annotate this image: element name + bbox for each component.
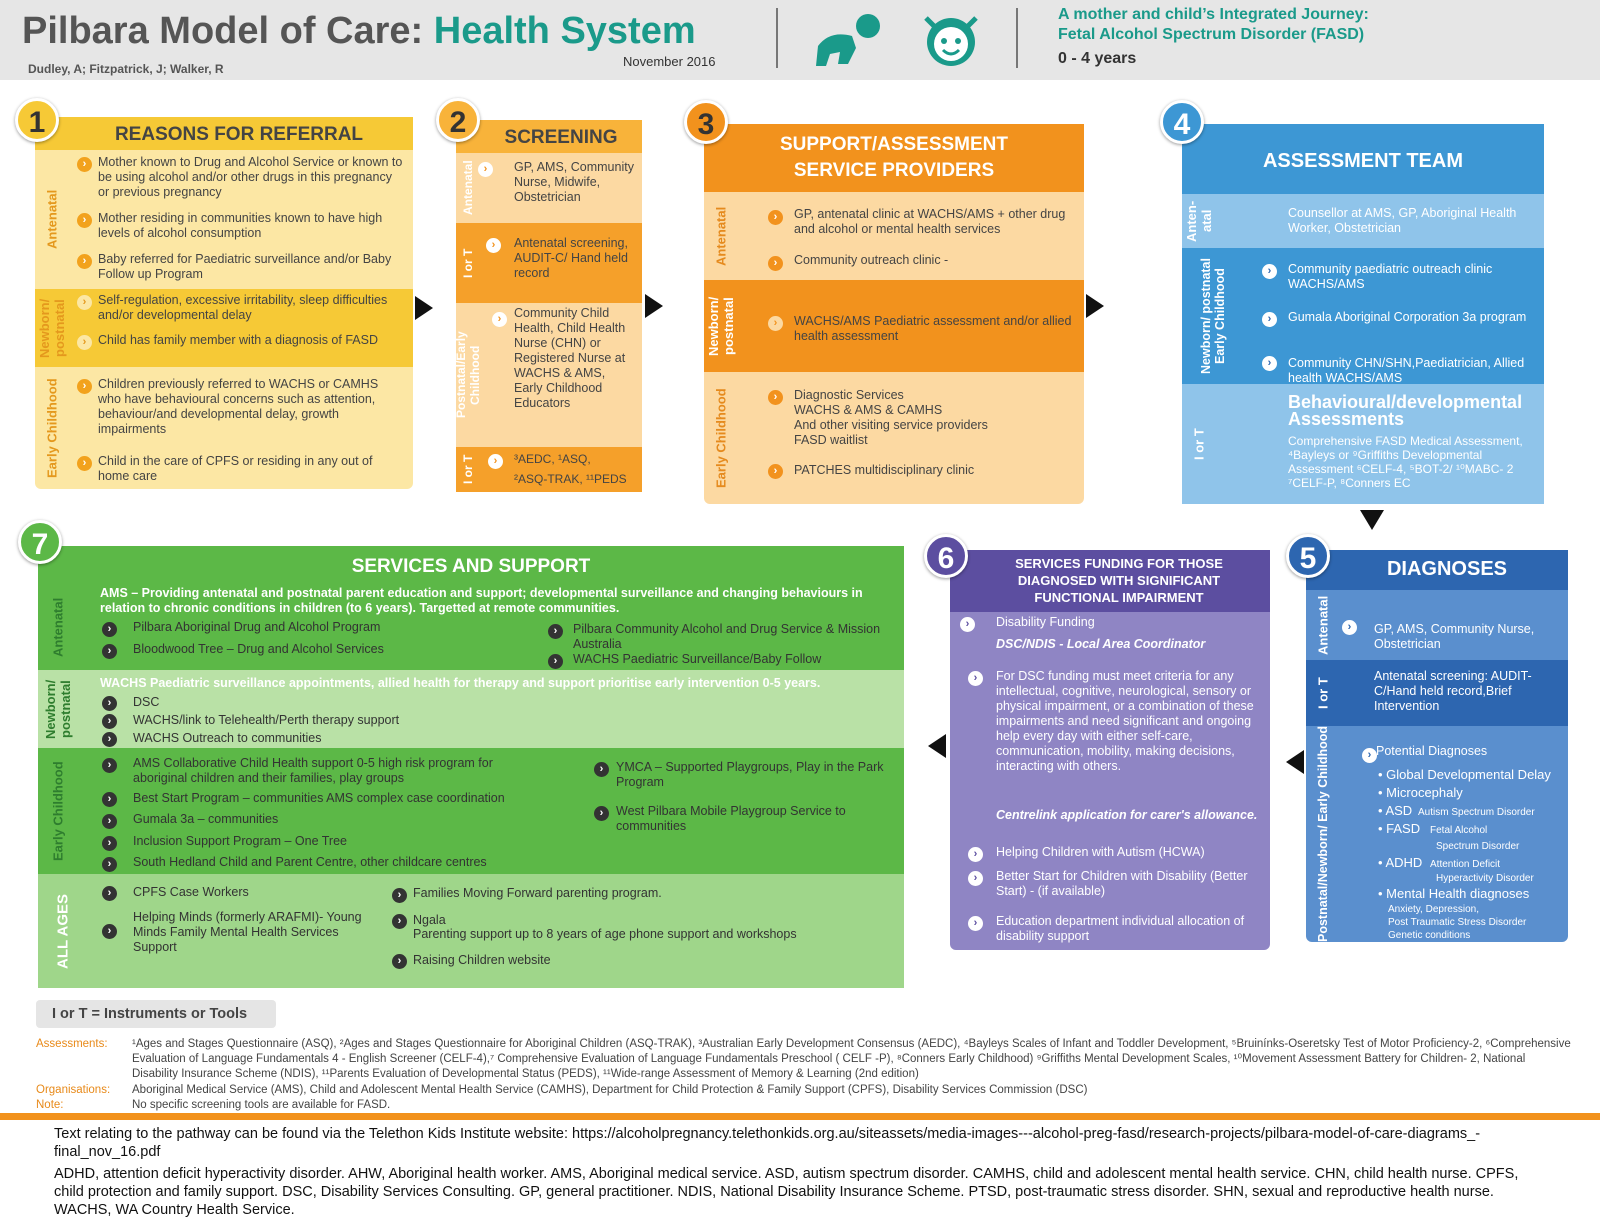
chevron-icon: › bbox=[77, 295, 92, 310]
list-item: Community Child Health, Child Health Nurse (CHN) or Registered Nurse at WACHS & AMS, Early Childhood Educators bbox=[514, 306, 626, 410]
arrow-left-icon bbox=[1286, 750, 1304, 774]
chevron-icon: › bbox=[392, 888, 407, 903]
list-item: ²ASQ-TRAK, ¹¹PEDS bbox=[514, 472, 627, 486]
crawling-baby-icon bbox=[812, 12, 884, 68]
step-number: 6 bbox=[924, 534, 968, 578]
journey-subtitle: Fetal Alcohol Spectrum Disorder (FASD) bbox=[1058, 26, 1365, 43]
box-reasons-for-referral bbox=[35, 117, 413, 489]
list-item: Self-regulation, excessive irritability, sleep difficulties and/or developmental delay bbox=[98, 293, 388, 322]
side-label: Newborn/ postnatal bbox=[43, 679, 73, 739]
list-item: Community paediatric outreach clinic WACHS/AMS bbox=[1288, 262, 1493, 291]
list-item: Baby referred for Paediatric surveillance and/or Baby Follow up Program bbox=[98, 252, 392, 281]
diagnosis-item: • ASD bbox=[1378, 803, 1413, 818]
list-item: And other visiting service providers bbox=[794, 418, 988, 432]
list-item: FASD waitlist bbox=[794, 433, 868, 447]
box-support-assessment-providers bbox=[704, 124, 1084, 504]
chevron-icon: › bbox=[492, 312, 507, 327]
list-item: Education department individual allocation of disability support bbox=[996, 914, 1245, 943]
list-item: WACHS & AMS & CAMHS bbox=[794, 403, 943, 417]
diagnosis-note: Anxiety, Depression, bbox=[1388, 904, 1479, 915]
list-item: Helping Children with Autism (HCWA) bbox=[996, 845, 1205, 859]
diagnosis-item: • Microcephaly bbox=[1378, 785, 1463, 800]
chevron-icon: › bbox=[102, 814, 117, 829]
side-label: Antenatal bbox=[461, 160, 475, 216]
chevron-icon: › bbox=[768, 464, 783, 479]
chevron-icon: › bbox=[968, 671, 983, 686]
chevron-icon: › bbox=[968, 916, 983, 931]
chevron-icon: › bbox=[77, 379, 92, 394]
box3-title: SERVICE PROVIDERS bbox=[793, 160, 995, 181]
side-label: I or T bbox=[1315, 677, 1331, 709]
list-item: Pilbara Community Alcohol and Drug Service & Mission Australia bbox=[573, 622, 881, 651]
box4-title: ASSESSMENT TEAM bbox=[1262, 150, 1464, 172]
list-item: Parenting support up to 8 years of age phone support and workshops bbox=[413, 927, 797, 941]
box2-title: SCREENING bbox=[504, 127, 618, 148]
list-item: Antenatal screening, AUDIT-C/ Hand held record bbox=[514, 236, 628, 280]
chevron-icon: › bbox=[77, 335, 92, 350]
side-label: Antenatal bbox=[50, 597, 66, 657]
list-item: Families Moving Forward parenting program. bbox=[413, 886, 662, 900]
list-item: WACHS/AMS Paediatric assessment and/or allied health assessment bbox=[794, 314, 1072, 343]
side-label: Antenatal bbox=[713, 206, 729, 266]
list-item: West Pilbara Mobile Playgroup Service to communities bbox=[616, 804, 846, 833]
diagnosis-note: Spectrum Disorder bbox=[1436, 841, 1520, 852]
chevron-icon: › bbox=[102, 886, 117, 901]
diagnosis-item: • Mental Health diagnoses bbox=[1378, 886, 1530, 901]
list-item: Community CHN/SHN,Paediatrician, Allied health WACHS/AMS bbox=[1288, 356, 1525, 385]
list-item: WACHS Paediatric Surveillance/Baby Follow bbox=[573, 652, 822, 666]
chevron-icon: › bbox=[392, 914, 407, 929]
box-assessment-team bbox=[1182, 124, 1544, 504]
list-item: Community outreach clinic - bbox=[794, 253, 949, 267]
behaviour-assessment-title: Behavioural/developmental Assessments bbox=[1288, 392, 1523, 429]
date: November 2016 bbox=[623, 54, 716, 69]
side-label: Early Childhood bbox=[44, 378, 60, 478]
legend-text: Aboriginal Medical Service (AMS), Child and Adolescent Mental Health Service (CAMHS), Department for Child Protection & Family Support (CPFS), Disability Services Commission (DSC) bbox=[132, 1084, 1088, 1096]
step-number: 7 bbox=[18, 520, 62, 564]
list-item: Child in the care of CPFS or residing in any out of home care bbox=[98, 454, 373, 483]
side-label: Newborn/ postnatal Early Childhood bbox=[1199, 258, 1227, 374]
orange-rule bbox=[0, 1113, 1600, 1120]
list-item: Helping Minds (formerly ARAFMI)- Young Minds Family Mental Health Services Support bbox=[133, 910, 362, 954]
list-item: Mother residing in communities known to have high levels of alcohol consumption bbox=[98, 211, 383, 240]
chevron-icon: › bbox=[102, 696, 117, 711]
list-item: Potential Diagnoses bbox=[1376, 744, 1488, 758]
behaviour-assessment-tools: Comprehensive FASD Medical Assessment, ⁴Bayleys or ⁹Griffiths Developmental Assessment ⁶CELF-4, ⁵BOT-2/ ¹⁰MABC- 2 ⁷CELF-P, ⁸Conners EC bbox=[1288, 434, 1523, 490]
list-item: Children previously referred to WACHS or CAMHS who have behavioural concerns such as attention, behaviour/and developmental delay, growth impairments bbox=[98, 377, 379, 436]
chevron-icon: › bbox=[102, 792, 117, 807]
baby-face-icon bbox=[918, 10, 984, 70]
side-label: Early Childhood bbox=[713, 388, 729, 488]
list-item: Mother known to Drug and Alcohol Service or known to be using alcohol and/or other drugs in this pregnancy or previous pregnancy bbox=[98, 155, 403, 199]
chevron-icon: › bbox=[1262, 356, 1277, 371]
list-item: Diagnostic Services bbox=[794, 388, 904, 402]
page-title: Pilbara Model of Care: Health System bbox=[22, 10, 696, 52]
side-label: Postnatal/Newborn/ Early Childhood bbox=[1316, 726, 1330, 942]
list-item: Pilbara Aboriginal Drug and Alcohol Program bbox=[133, 620, 381, 634]
legend-text: ¹Ages and Stages Questionnaire (ASQ), ²Ages and Stages Questionnaire for Aboriginal Children (ASQ-TRAK), ³Australian Early Development Consensus (AEDC), ⁴Bayleys Scales of Infant and Toddler Development, ⁵Bruinínks-Oseretsky Test of Motor Proficiency-2, ⁶Comprehensive Evaluation of Language Fundamentals 4 - English Screener (CELF-4),⁷ Comprehensive Evaluation of Language Fundamentals Preschool ( CELF -P), ⁸Conners Early Childhood) ⁹Griffiths Mental Development Scales, ¹⁰Movement Assessment Battery for Children- 2, National Disability Insurance Scheme (NDIS), ¹¹Parents Evaluation of Developmental Status (PEDS), ¹¹Wide-range Assessment of Memory & Learning (2nd edition) bbox=[132, 1038, 1571, 1080]
legend-label: Organisations: bbox=[36, 1084, 111, 1096]
box-diagnoses bbox=[1306, 550, 1568, 942]
box7-title: SERVICES AND SUPPORT bbox=[351, 556, 591, 577]
chevron-icon: › bbox=[102, 622, 117, 637]
side-label: Newborn/ postnatal bbox=[37, 298, 67, 358]
chevron-icon: › bbox=[102, 857, 117, 872]
list-item: Antenatal screening: AUDIT-C/Hand held record,Brief Intervention bbox=[1374, 669, 1532, 713]
chevron-icon: › bbox=[102, 732, 117, 747]
list-item: Centrelink application for carer's allowance. bbox=[996, 808, 1258, 822]
diagnosis-item: • ADHD bbox=[1378, 855, 1423, 870]
abbreviations-text: ADHD, attention deficit hyperactivity disorder. AHW, Aboriginal health worker. AMS, Aboriginal medical service. ASD, autism spectrum disorder. CAMHS, child and adolescent mental health service. CHN, child health nurse. CPFS, child protection and family support. DSC, Disability Services Consulting. GP, general practitioner. NDIS, National Disability Insurance Scheme. PTSD, post-traumatic stress disorder. SHN, sexual and reproductive health nurse. WACHS, WA Country Health Service. bbox=[54, 1166, 1519, 1218]
diagnosis-note: Attention Deficit bbox=[1430, 859, 1501, 870]
chevron-icon: › bbox=[102, 836, 117, 851]
box1-title: REASONS FOR REFERRAL bbox=[114, 124, 364, 145]
chevron-icon: › bbox=[594, 806, 609, 821]
chevron-icon: › bbox=[960, 617, 975, 632]
diagnosis-item: • FASD bbox=[1378, 821, 1421, 836]
list-item: DSC/NDIS - Local Area Coordinator bbox=[996, 637, 1206, 651]
side-label: Antenatal bbox=[44, 189, 60, 250]
chevron-icon: › bbox=[77, 254, 92, 269]
chevron-icon: › bbox=[77, 157, 92, 172]
age-range: 0 - 4 years bbox=[1058, 50, 1137, 67]
side-label: Anten-atal bbox=[1184, 200, 1214, 242]
list-item: ³AEDC, ¹ASQ, bbox=[514, 452, 591, 466]
chevron-icon: › bbox=[102, 644, 117, 659]
chevron-icon: › bbox=[77, 213, 92, 228]
legend-label: Note: bbox=[36, 1099, 64, 1111]
box3-title: SUPPORT/ASSESSMENT bbox=[779, 134, 1009, 155]
chevron-icon: › bbox=[1262, 312, 1277, 327]
list-item: Raising Children website bbox=[413, 953, 551, 967]
box6-title: SERVICES FUNDING FOR THOSE bbox=[1015, 556, 1223, 571]
chevron-icon: › bbox=[768, 256, 783, 271]
box6-title: FUNCTIONAL IMPAIRMENT bbox=[1034, 590, 1204, 605]
box5-title: DIAGNOSES bbox=[1386, 558, 1508, 580]
box-services-and-support bbox=[38, 546, 904, 988]
list-item: WACHS/link to Telehealth/Perth therapy support bbox=[133, 713, 400, 727]
diagnosis-note: Genetic conditions bbox=[1388, 930, 1471, 941]
list-item: Child has family member with a diagnosis of FASD bbox=[98, 333, 378, 347]
side-label: I or T bbox=[461, 248, 475, 278]
list-item: Gumala Aboriginal Corporation 3a program bbox=[1288, 310, 1527, 324]
list-item: GP, antenatal clinic at WACHS/AMS + other drug and alcohol or mental health services bbox=[794, 207, 1066, 236]
ams-summary: AMS – Providing antenatal and postnatal parent education and support; developmental surveillance and changing behaviours in relation to chronic conditions in children (to 6 years). Targetted at remote communities. bbox=[100, 586, 863, 615]
divider bbox=[776, 8, 778, 68]
arrow-right-icon bbox=[415, 296, 433, 320]
chevron-icon: › bbox=[102, 714, 117, 729]
list-item: South Hedland Child and Parent Centre, other childcare centres bbox=[133, 855, 487, 869]
list-item: Counsellor at AMS, GP, Aboriginal Health Worker, Obstetrician bbox=[1288, 206, 1517, 235]
box-screening bbox=[456, 120, 642, 492]
step-number: 1 bbox=[15, 98, 59, 142]
chevron-icon: › bbox=[548, 654, 563, 669]
side-label: ALL AGES bbox=[54, 893, 72, 969]
chevron-icon: › bbox=[392, 954, 407, 969]
chevron-icon: › bbox=[77, 456, 92, 471]
authors: Dudley, A; Fitzpatrick, J; Walker, R bbox=[28, 62, 224, 76]
chevron-icon: › bbox=[102, 924, 117, 939]
legend-label: Assessments: bbox=[36, 1038, 108, 1050]
chevron-icon: › bbox=[478, 162, 493, 177]
chevron-icon: › bbox=[968, 871, 983, 886]
diagnosis-note: Fetal Alcohol bbox=[1430, 825, 1488, 836]
arrow-right-icon bbox=[1086, 294, 1104, 318]
side-label: Antenatal bbox=[1315, 595, 1331, 655]
list-item: Ngala bbox=[413, 913, 446, 927]
list-item: AMS Collaborative Child Health support 0-5 high risk program for aboriginal children and their families, play groups bbox=[133, 756, 493, 785]
list-item: Best Start Program – communities AMS complex case coordination bbox=[133, 791, 505, 805]
list-item: Bloodwood Tree – Drug and Alcohol Services bbox=[133, 642, 384, 656]
list-item: CPFS Case Workers bbox=[133, 885, 249, 899]
chevron-icon: › bbox=[968, 847, 983, 862]
chevron-icon: › bbox=[102, 758, 117, 773]
list-item: For DSC funding must meet criteria for any intellectual, cognitive, neurological, sensory or physical impairment, or a combination of these impairments and need significant and ongoing help every day with either self-care, communication, mobility, making decisions, interacting with others. bbox=[996, 669, 1254, 773]
chevron-icon: › bbox=[486, 238, 501, 253]
diagnosis-note: Post Traumatic Stress Disorder bbox=[1388, 917, 1527, 928]
box-services-funding bbox=[950, 550, 1270, 950]
diagnosis-note: Autism Spectrum Disorder bbox=[1418, 807, 1535, 818]
side-label: Postnatal/Early Childhood bbox=[454, 331, 482, 419]
list-item: GP, AMS, Community Nurse, Obstetrician bbox=[1374, 622, 1535, 651]
step-number: 4 bbox=[1160, 100, 1204, 144]
step-number: 5 bbox=[1286, 534, 1330, 578]
step-number: 3 bbox=[684, 100, 728, 144]
legend-text: No specific screening tools are available for FASD. bbox=[132, 1099, 391, 1111]
arrow-right-icon bbox=[645, 294, 663, 318]
side-label: Early Childhood bbox=[50, 761, 66, 861]
list-item: Disability Funding bbox=[996, 615, 1095, 629]
list-item: Gumala 3a – communities bbox=[133, 812, 279, 826]
chevron-icon: › bbox=[1342, 620, 1357, 635]
chevron-icon: › bbox=[488, 454, 503, 469]
chevron-icon: › bbox=[594, 762, 609, 777]
chevron-icon: › bbox=[768, 390, 783, 405]
chevron-icon: › bbox=[768, 210, 783, 225]
chevron-icon: › bbox=[1262, 264, 1277, 279]
list-item: DSC bbox=[133, 695, 160, 709]
list-item: PATCHES multidisciplinary clinic bbox=[794, 463, 975, 477]
diagnosis-item: • Global Developmental Delay bbox=[1378, 767, 1551, 782]
chevron-icon: › bbox=[548, 624, 563, 639]
divider bbox=[1016, 8, 1018, 68]
legend-iort: I or T = Instruments or Tools bbox=[52, 1006, 248, 1022]
diagnosis-note: Hyperactivity Disorder bbox=[1436, 873, 1534, 884]
list-item: Better Start for Children with Disability (Better Start) - (if available) bbox=[996, 869, 1248, 898]
journey-title: A mother and child’s Integrated Journey: bbox=[1058, 6, 1369, 23]
list-item: WACHS Outreach to communities bbox=[133, 731, 322, 745]
side-label: Newborn/ postnatal bbox=[706, 296, 736, 356]
chevron-icon: › bbox=[1362, 748, 1377, 763]
list-item: Inclusion Support Program – One Tree bbox=[133, 834, 348, 848]
arrow-down-icon bbox=[1360, 510, 1384, 530]
source-text: Text relating to the pathway can be found via the Telethon Kids Institute website: https://alcoholpregnancy.telethonkids.org.au/siteassets/media-images---alcohol-preg-fasd/research-projects/pilbara-model-of-care-diagrams_-final_nov_16.pdf bbox=[54, 1126, 1481, 1160]
arrow-left-icon bbox=[928, 734, 946, 758]
box6-title: DIAGNOSED WITH SIGNIFICANT bbox=[1017, 573, 1221, 588]
list-item: GP, AMS, Community Nurse, Midwife, Obstetrician bbox=[514, 160, 634, 204]
side-label: I or T bbox=[1191, 428, 1207, 460]
wachs-summary: WACHS Paediatric surveillance appointments, allied health for therapy and support prioritise early intervention 0-5 years. bbox=[100, 676, 821, 690]
chevron-icon: › bbox=[768, 316, 783, 331]
step-number: 2 bbox=[436, 98, 480, 142]
list-item: YMCA – Supported Playgroups, Play in the Park Program bbox=[616, 760, 884, 789]
side-label: I or T bbox=[461, 454, 475, 485]
